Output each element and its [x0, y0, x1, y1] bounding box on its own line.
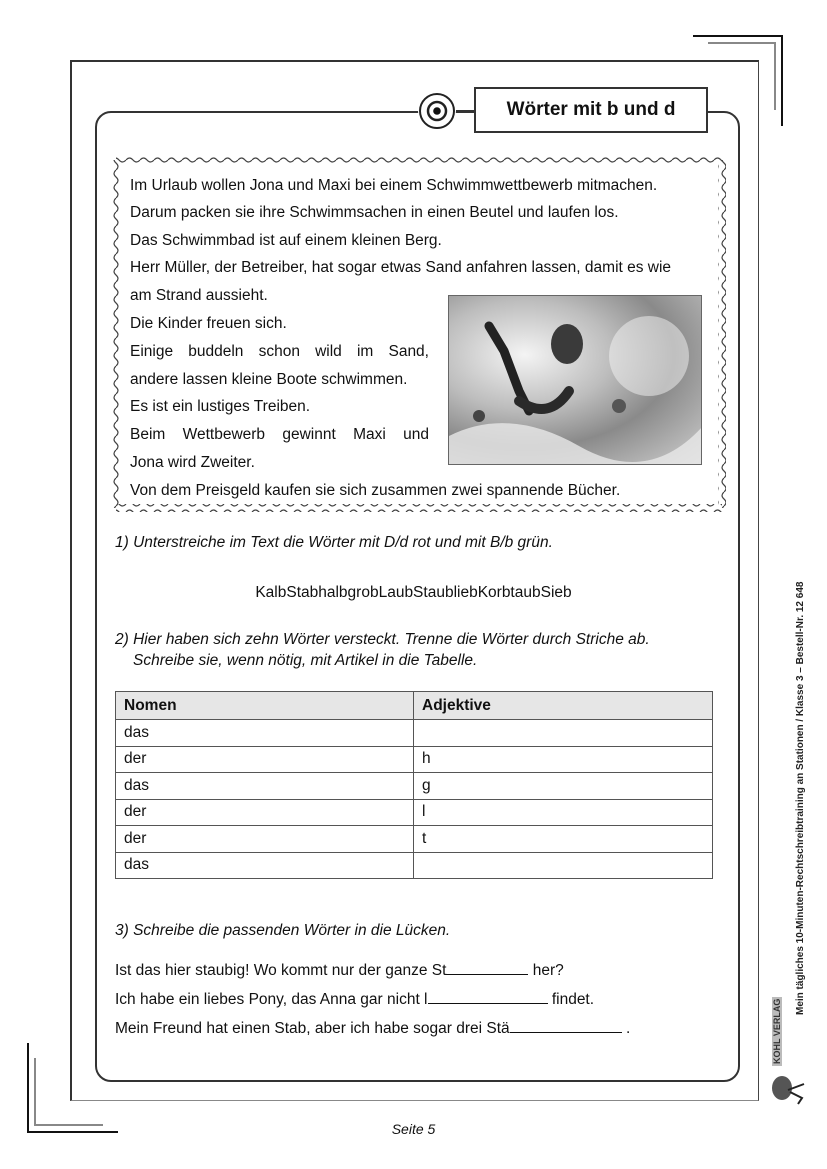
adjektive-cell[interactable] — [414, 852, 713, 879]
table-row — [116, 799, 713, 826]
story-line: am Strand aussieht. — [130, 287, 268, 304]
cloze-sentence — [115, 1018, 630, 1038]
story-line: andere lassen kleine Boote schwimmen. — [130, 371, 408, 388]
table-row — [116, 746, 713, 773]
task-2-instruction-line2: Schreibe sie, wenn nötig, mit Artikel in die Tabelle. — [133, 652, 478, 669]
sentence-text-before: Mein Freund hat einen Stab, aber ich habe sogar drei Stä — [115, 1020, 510, 1037]
sentence-text-after: . — [621, 1020, 631, 1037]
sentence-text-before: Ist das hier staubig! Wo kommt nur der ganze St — [115, 962, 447, 979]
story-line: Im Urlaub wollen Jona und Maxi bei einem Schwimmwettbewerb mitmachen. — [130, 177, 658, 194]
table-row — [116, 773, 713, 800]
publisher-name: KOHL VERLAG — [772, 998, 782, 1064]
nomen-cell[interactable]: das — [116, 720, 414, 747]
task-3-instruction: 3) Schreibe die passenden Wörter in die Lücken. — [115, 922, 451, 939]
table-header-row — [116, 692, 713, 720]
story-line: Darum packen sie ihre Schwimmsachen in einen Beutel und laufen los. — [130, 204, 619, 221]
cloze-sentence — [115, 960, 564, 980]
column-header-nomen: Nomen — [116, 692, 414, 720]
adjektive-cell[interactable]: l — [414, 799, 713, 826]
word-puzzle: KalbStabhalbgrobLaubStaubliebKorbtaubSieb — [255, 584, 572, 601]
page-number: Seite 5 — [391, 1121, 436, 1137]
sentence-text-after: her? — [528, 962, 564, 979]
answer-blank[interactable] — [428, 989, 548, 1004]
child-splashing-photo-icon — [449, 296, 702, 465]
table-row — [116, 852, 713, 879]
sentence-text-after: findet. — [547, 991, 595, 1008]
adjektive-cell[interactable]: g — [414, 773, 713, 800]
publisher-logo-text — [772, 997, 782, 1066]
target-icon — [418, 92, 456, 130]
column-header-adjektive: Adjektive — [414, 692, 713, 720]
story-line: Das Schwimmbad ist auf einem kleinen Berg. — [130, 232, 442, 249]
nomen-cell[interactable]: der — [116, 799, 414, 826]
answer-blank[interactable] — [446, 960, 528, 975]
series-info: Mein tägliches 10-Minuten-Rechtschreibtraining an Stationen / Klasse 3 – Bestell-Nr. 12 648 — [795, 581, 806, 1015]
adjektive-cell[interactable]: h — [414, 746, 713, 773]
word-table — [115, 691, 713, 879]
table-row — [116, 826, 713, 853]
worksheet-title: Wörter mit b und d — [474, 87, 708, 133]
story-line: Beim Wettbewerb gewinnt Maxi und — [130, 426, 429, 443]
nomen-cell[interactable]: das — [116, 852, 414, 879]
story-line: Die Kinder freuen sich. — [130, 315, 287, 332]
adjektive-cell[interactable] — [414, 720, 713, 747]
answer-blank[interactable] — [510, 1018, 622, 1033]
nomen-cell[interactable]: das — [116, 773, 414, 800]
swimming-photo — [448, 295, 702, 465]
nomen-cell[interactable]: der — [116, 826, 414, 853]
cloze-sentence — [115, 989, 594, 1009]
task-1-instruction: 1) Unterstreiche im Text die Wörter mit D/d rot und mit B/b grün. — [115, 534, 553, 551]
story-line: Jona wird Zweiter. — [130, 454, 255, 471]
task-2-instruction: 2) Hier haben sich zehn Wörter versteckt. Trenne die Wörter durch Striche ab. — [115, 631, 650, 648]
sentence-text-before: Ich habe ein liebes Pony, das Anna gar nicht l — [115, 991, 428, 1008]
adjektive-cell[interactable]: t — [414, 826, 713, 853]
table-row — [116, 720, 713, 747]
story-line: Es ist ein lustiges Treiben. — [130, 398, 311, 415]
story-line: Einige buddeln schon wild im Sand, — [130, 343, 429, 360]
nomen-cell[interactable]: der — [116, 746, 414, 773]
story-line: Herr Müller, der Betreiber, hat sogar etwas Sand anfahren lassen, damit es wie — [130, 259, 672, 276]
tree-logo-icon — [768, 1072, 808, 1108]
story-line: Von dem Preisgeld kaufen sie sich zusammen zwei spannende Bücher. — [130, 482, 621, 499]
